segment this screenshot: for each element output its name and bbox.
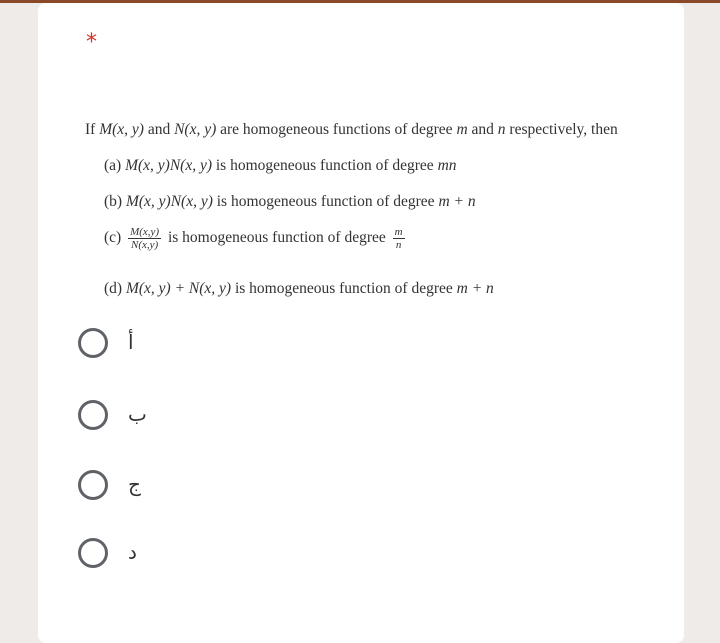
radio-button[interactable] <box>78 328 108 358</box>
option-label: (c) <box>104 229 126 247</box>
math-m: M(x, y) <box>99 121 144 138</box>
option-expression: M(x, y) + N(x, y) <box>125 280 232 297</box>
question-text-part: are homogeneous functions of degree <box>216 121 457 138</box>
math-degree-m: m <box>456 121 468 138</box>
option-label: (d) <box>104 280 126 297</box>
fraction-denominator: N(x,y) <box>130 239 159 251</box>
question-text-part: and <box>467 121 498 138</box>
fraction-numerator: M(x,y) <box>130 226 160 238</box>
option-text: is homogeneous function of degree <box>212 193 439 210</box>
choice-b[interactable] <box>78 400 198 440</box>
option-label: (a) <box>104 157 126 174</box>
option-expression: M(x, y)N(x, y) <box>125 193 213 210</box>
question-text-part: respectively, then <box>505 121 618 138</box>
option-text: is homogeneous function of degree <box>212 157 438 174</box>
choice-label: ج <box>128 472 141 496</box>
question-text <box>85 121 665 139</box>
radio-button[interactable] <box>78 400 108 430</box>
required-marker: * <box>86 30 97 55</box>
choice-d[interactable] <box>78 538 198 578</box>
radio-button[interactable] <box>78 538 108 568</box>
radio-button[interactable] <box>78 470 108 500</box>
question-text-part: If <box>85 121 100 138</box>
choice-c[interactable] <box>78 470 198 510</box>
choice-label: د <box>128 540 137 564</box>
option-expression: M(x, y)N(x, y) <box>125 157 212 174</box>
choice-label: أ <box>128 330 134 354</box>
option-d-line <box>104 280 494 298</box>
option-text: is homogeneous function of degree <box>231 280 457 297</box>
option-c-line <box>104 226 408 251</box>
math-n: N(x, y) <box>174 121 217 138</box>
choice-label: ب <box>128 402 147 426</box>
option-label: (b) <box>104 193 126 210</box>
option-a-line <box>104 157 457 175</box>
degree-denominator: n <box>395 239 402 251</box>
question-text-part: and <box>143 121 175 138</box>
degree-fraction <box>393 226 405 251</box>
option-b-line <box>104 193 476 211</box>
math-degree-n: n <box>497 121 506 138</box>
option-degree: m + n <box>456 280 494 297</box>
choice-a[interactable] <box>78 328 198 368</box>
degree-numerator: m <box>394 226 403 238</box>
option-degree: m + n <box>438 193 476 210</box>
option-degree: mn <box>437 157 457 174</box>
option-text: is homogeneous function of degree <box>164 229 390 247</box>
option-fraction <box>128 226 161 251</box>
